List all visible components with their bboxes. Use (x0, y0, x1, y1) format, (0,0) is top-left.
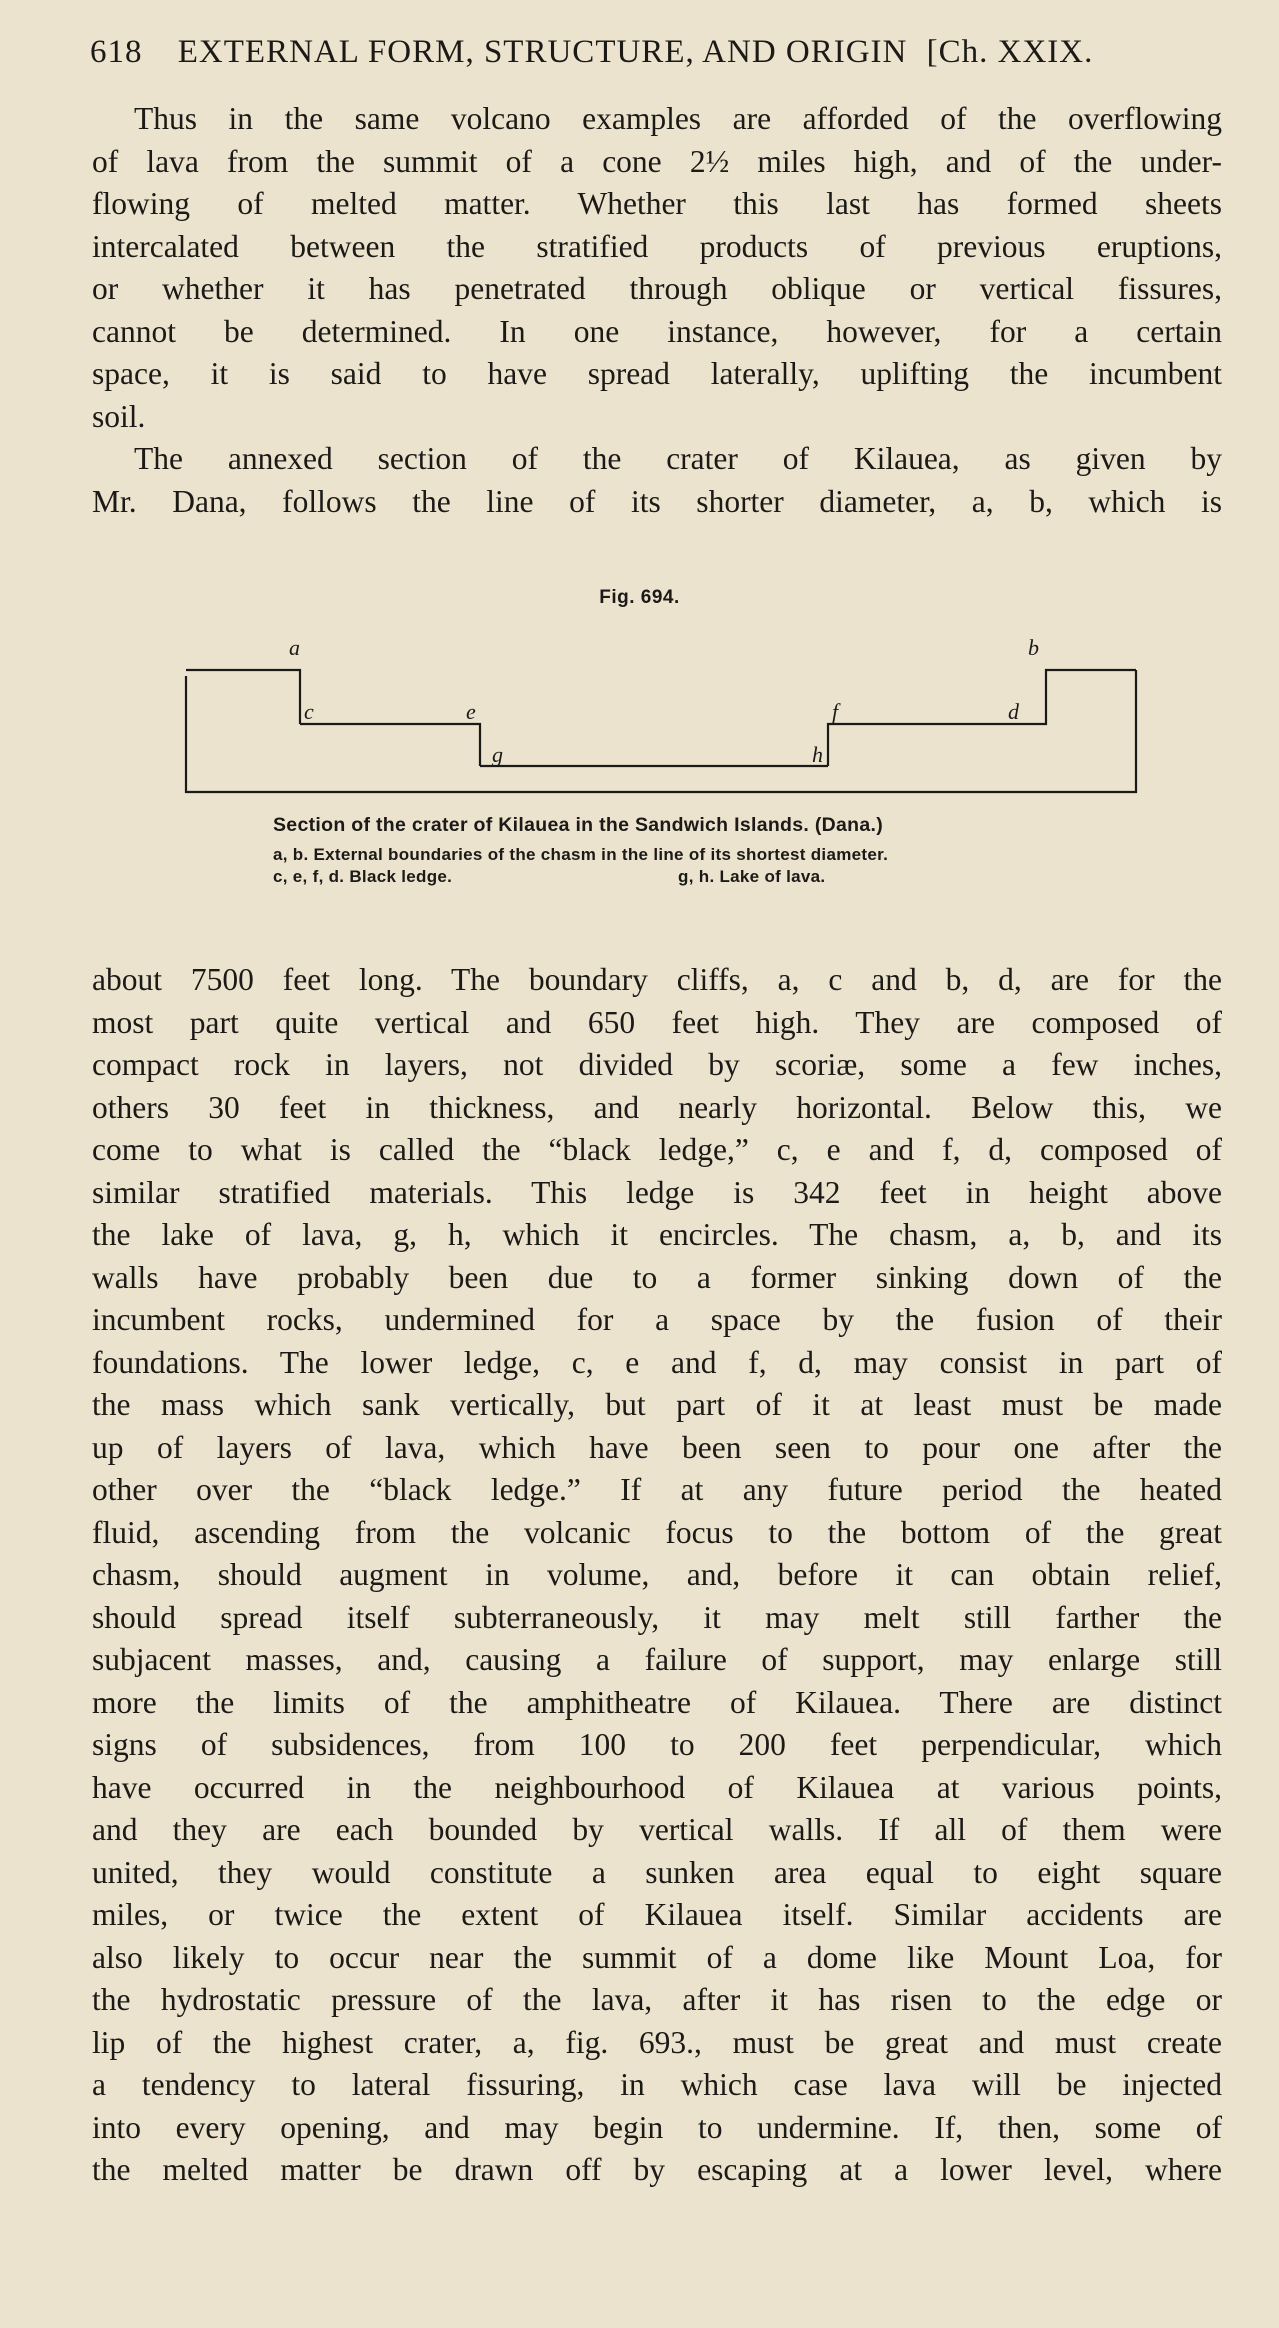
text-line: the melted matter be drawn off by escaping at a lower level, where (92, 2152, 1222, 2187)
text-line: signs of subsidences, from 100 to 200 feet perpendicular, which (92, 1727, 1222, 1762)
text-line: foundations. The lower ledge, c, e and f, d, may consist in part of (92, 1344, 1222, 1380)
left-ledge (300, 724, 480, 766)
text-line: Mr. Dana, follows the line of its shorter diameter, a, b, which is (92, 483, 1222, 519)
text-line: of lava from the summit of a cone 2½ miles high, and of the under- (92, 143, 1222, 179)
label-a: a (289, 635, 300, 660)
text-line: chasm, should augment in volume, and, before it can obtain relief, (92, 1557, 1222, 1592)
text-line: more the limits of the amphitheatre of Kilauea. There are distinct (92, 1684, 1222, 1720)
text-line: also likely to occur near the summit of a dome like Mount Loa, for (92, 1939, 1222, 1975)
text-line: Thus in the same volcano examples are afforded of the overflowing (134, 101, 1222, 136)
label-h: h (812, 742, 823, 767)
text-line: flowing of melted matter. Whether this last has formed sheets (92, 186, 1222, 221)
page-number: 618 (90, 34, 143, 70)
label-c: c (304, 699, 314, 724)
text-line: a tendency to lateral fissuring, in which case lava will be injected (92, 2067, 1222, 2102)
text-line: other over the “black ledge.” If at any future period the heated (92, 1472, 1222, 1507)
text-line: similar stratified materials. This ledge is 342 feet in height above (92, 1174, 1222, 1210)
text-line: into every opening, and may begin to undermine. If, then, some of (92, 2109, 1222, 2145)
right-ledge (828, 670, 1136, 766)
caption-lava-lake: g, h. Lake of lava. (678, 867, 826, 886)
text-line: space, it is said to have spread laterally, uplifting the incumbent (92, 356, 1222, 391)
text-line: miles, or twice the extent of Kilauea itself. Similar accidents are (92, 1897, 1222, 1932)
label-b: b (1028, 635, 1039, 660)
caption-line-2: a, b. External boundaries of the chasm in the line of its shortest diameter. (273, 845, 889, 864)
figure-title: Fig. 694. (599, 587, 680, 608)
text-line: united, they would constitute a sunken area equal to eight square (92, 1854, 1222, 1890)
text-line: subjacent masses, and, causing a failure of support, may enlarge still (92, 1642, 1222, 1677)
caption-main: Section of the crater of Kilauea in the Sandwich Islands. (Dana.) (273, 814, 884, 836)
left-cliff (186, 670, 300, 724)
paragraph-2 (92, 438, 1222, 523)
figure-caption (273, 814, 1133, 887)
chapter-label: [Ch. XXIX. (926, 34, 1094, 70)
text-line: compact rock in layers, not divided by scoriæ, some a few inches, (92, 1047, 1222, 1082)
caption-black-ledge: c, e, f, d. Black ledge. (273, 867, 453, 886)
text-line: lip of the highest crater, a, fig. 693., must be great and must create (92, 2024, 1222, 2060)
crater-section-diagram (0, 620, 1279, 800)
label-f: f (832, 699, 839, 724)
paragraph-3 (92, 959, 1222, 2192)
text-line: have occurred in the neighbourhood of Kilauea at various points, (92, 1769, 1222, 1805)
running-header (90, 34, 1220, 71)
running-title: EXTERNAL FORM, STRUCTURE, AND ORIGIN (177, 34, 908, 70)
text-line: incumbent rocks, undermined for a space by the fusion of their (92, 1302, 1222, 1337)
text-line: should spread itself subterraneously, it may melt still farther the (92, 1599, 1222, 1635)
text-line: the hydrostatic pressure of the lava, after it has risen to the edge or (92, 1982, 1222, 2017)
text-line: and they are each bounded by vertical walls. If all of them were (92, 1812, 1222, 1847)
text-line: The annexed section of the crater of Kilauea, as given by (134, 441, 1222, 476)
label-d: d (1008, 699, 1019, 724)
text-line: up of layers of lava, which have been seen to pour one after the (92, 1429, 1222, 1465)
text-line: most part quite vertical and 650 feet high. They are composed of (92, 1004, 1222, 1040)
text-line: intercalated between the stratified products of previous eruptions, (92, 228, 1222, 264)
text-line: cannot be determined. In one instance, however, for a certain (92, 313, 1222, 349)
text-line: soil. (92, 398, 146, 434)
label-e: e (466, 699, 476, 724)
text-line: the mass which sank vertically, but part of it at least must be made (92, 1387, 1222, 1422)
label-g: g (492, 742, 503, 767)
text-line: others 30 feet in thickness, and nearly horizontal. Below this, we (92, 1089, 1222, 1125)
diagram-base-outline (186, 670, 1136, 792)
caption-line-3 (273, 867, 1133, 887)
text-line: or whether it has penetrated through oblique or vertical fissures, (92, 271, 1222, 306)
text-line: fluid, ascending from the volcanic focus to the bottom of the great (92, 1514, 1222, 1550)
text-line: walls have probably been due to a former sinking down of the (92, 1259, 1222, 1295)
paragraph-1 (92, 98, 1222, 438)
text-line: come to what is called the “black ledge,” c, e and f, d, composed of (92, 1132, 1222, 1167)
text-line: about 7500 feet long. The boundary cliffs, a, c and b, d, are for the (92, 962, 1222, 997)
text-line: the lake of lava, g, h, which it encircles. The chasm, a, b, and its (92, 1217, 1222, 1252)
